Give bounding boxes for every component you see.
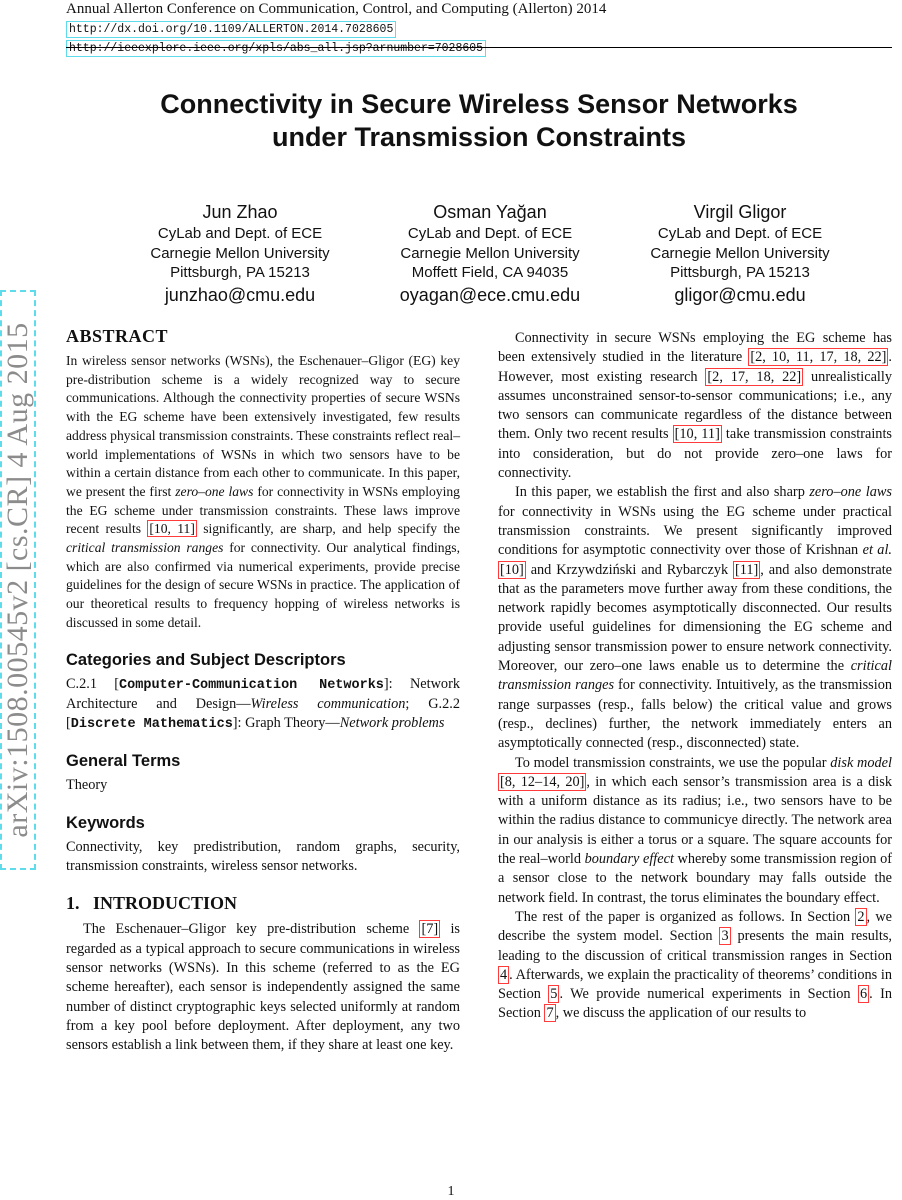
author-1 bbox=[120, 200, 360, 307]
right-column bbox=[498, 329, 892, 1024]
author-city: Pittsburgh, PA 15213 bbox=[670, 264, 810, 281]
page-number: 1 bbox=[447, 1184, 455, 1199]
paragraph-contributions: In this paper, we establish the first and also sharp zero–one laws for connectivity in WSNs using the EG scheme under practical transmission constraints. We present significantly improved conditions for asymptotic connectivity over those of Krishnan et al. [10] and Krzywdziński and Rybarczyk [11] , and also demonstrate that as the parameters move further away from these conditions, the network rapidly becomes asymptotically disconnected. Our results provide useful guidelines for dimensioning the EG scheme and adjusting sensor transmission power to ensure network connectivity. Moreover, our zero–one laws enable us to determine the critical transmission ranges for connectivity. Intuitively, as the transmission range surpasses (resp., falls below) the critical value and grows (resp., declines) further, the network immediately enters an asymptotically connected (resp., disconnected) state. bbox=[498, 484, 893, 752]
author-email[interactable]: gligor@cmu.edu bbox=[674, 284, 806, 305]
author-dept: CyLab and Dept. of ECE bbox=[657, 225, 823, 242]
arxiv-stamp[interactable] bbox=[0, 290, 36, 870]
author-name: Jun Zhao bbox=[202, 202, 278, 222]
categories-text: C.2.1 [Computer-Communication Networks]: Network Architecture and Design—Wireless communication; G.2.2 [Discrete Mathematics]: Graph Theory—Network problems bbox=[66, 675, 460, 733]
author-city: Moffett Field, CA 94035 bbox=[411, 264, 569, 281]
citation-link[interactable]: [2, 10, 11, 17, 18, 22] bbox=[750, 349, 887, 366]
author-name: Virgil Gligor bbox=[693, 202, 787, 222]
section-link[interactable]: 6 bbox=[859, 986, 868, 1003]
citation-link[interactable]: [10] bbox=[500, 561, 524, 578]
author-2 bbox=[370, 200, 610, 307]
doi-link[interactable]: http://dx.doi.org/10.1109/ALLERTON.2014.7028605 bbox=[66, 21, 396, 38]
author-university: Carnegie Mellon University bbox=[400, 244, 580, 262]
introduction-paragraph: The Eschenauer–Gligor key pre-distribution scheme [7] is regarded as a typical approach to secure communications in wireless sensor networks (WSNs). In this scheme (referred to as the EG scheme hereafter), each sensor is independently assigned the same number of distinct cryptographic keys selected uniformly at random from a key pool before deployment. After deployment, any two sensors establish a link between them, if they share at least one key. bbox=[66, 921, 460, 1054]
author-name: Osman Yağan bbox=[433, 202, 547, 222]
section-link[interactable]: 7 bbox=[546, 1005, 554, 1022]
section-link[interactable]: 4 bbox=[500, 966, 508, 983]
author-block bbox=[120, 200, 860, 307]
title-line-1: Connectivity in Secure Wireless Sensor Networks bbox=[160, 89, 798, 119]
citation-link[interactable]: [10, 11] bbox=[149, 521, 195, 537]
title-line-2: under Transmission Constraints bbox=[271, 122, 687, 152]
keywords-text: Connectivity, key predistribution, random graphs, security, transmission constraints, wireless sensor networks. bbox=[66, 838, 460, 875]
section-link[interactable]: 2 bbox=[857, 908, 865, 925]
section-link[interactable]: 5 bbox=[550, 986, 558, 1003]
author-email[interactable]: oyagan@ece.cmu.edu bbox=[399, 284, 581, 305]
citation-link[interactable]: [7] bbox=[421, 921, 439, 938]
header-rule bbox=[66, 47, 892, 48]
author-city: Pittsburgh, PA 15213 bbox=[170, 264, 310, 281]
left-column bbox=[66, 325, 460, 1055]
author-email[interactable]: junzhao@cmu.edu bbox=[164, 284, 316, 305]
author-university: Carnegie Mellon University bbox=[650, 244, 830, 262]
author-university: Carnegie Mellon University bbox=[150, 244, 330, 262]
general-terms-text: Theory bbox=[66, 777, 108, 794]
ieee-link[interactable]: http://ieeexplore.ieee.org/xpls/abs_all.jsp?arnumber=7028605 bbox=[66, 40, 486, 57]
abstract-heading: ABSTRACT bbox=[66, 326, 169, 346]
keywords-heading: Keywords bbox=[66, 813, 145, 832]
author-3 bbox=[620, 200, 860, 307]
introduction-heading: 1. INTRODUCTION bbox=[66, 893, 238, 914]
paper-title bbox=[66, 88, 892, 154]
citation-link[interactable]: [8, 12–14, 20] bbox=[500, 773, 585, 790]
citation-link[interactable]: [11] bbox=[735, 561, 759, 578]
paragraph-model: To model transmission constraints, we use the popular disk model [8, 12–14, 20] , in which each sensor’s transmission area is a disk with a uniform distance as its radius; i.e., two sensors have to be within the radius distance to communicye directly. The network area in our analysis is either a torus or a square. The square accounts for the real–world boundary effect whereby some transmission region of a sensor close to the network boundary may falls outside the network field. In contrast, the torus eliminates the boundary effect. bbox=[498, 754, 892, 906]
author-dept: CyLab and Dept. of ECE bbox=[407, 225, 573, 242]
arxiv-id: arXiv:1508.00545v2 [cs.CR] 4 Aug 2015 bbox=[1, 322, 34, 838]
author-dept: CyLab and Dept. of ECE bbox=[157, 225, 323, 242]
paragraph-organization: The rest of the paper is organized as follows. In Section 2 , we describe the system model. Section 3 presents the main results, leading to the discussion of critical transmission ranges in Section 4 . Afterwards, we explain the practicality of theorems’ conditions in Section 5 . We provide numerical experiments in Section 6 . In Section 7 , we discuss the application of our results to bbox=[498, 908, 892, 1022]
categories-heading: Categories and Subject Descriptors bbox=[66, 650, 346, 669]
citation-link[interactable]: [2, 17, 18, 22] bbox=[707, 368, 802, 385]
general-terms-heading: General Terms bbox=[66, 752, 181, 771]
conference-header bbox=[66, 0, 892, 57]
conference-name: Annual Allerton Conference on Communication, Control, and Computing (Allerton) 2014 bbox=[66, 1, 607, 17]
section-link[interactable]: 3 bbox=[721, 928, 729, 945]
citation-link[interactable]: [10, 11] bbox=[674, 426, 720, 443]
abstract-text: In wireless sensor networks (WSNs), the Eschenauer–Gligor (EG) key pre-distribution scheme is a widely recognized way to secure communications. Although the connectivity properties of secure WSNs with the EG scheme have been extensively investigated, few results address physical transmission constraints. These constraints reflect real–world implementations of WSNs in which two sensors have to be within a certain distance from each other to communicate. In this paper, we present the first zero–one laws for connectivity in WSNs employing the EG scheme under transmission constraints. These laws improve recent results [10, 11] significantly, are sharp, and help specify the critical transmission ranges for connectivity. Our analytical findings, which are also confirmed via numerical experiments, provide precise guidelines for the design of secure WSNs in practice. The application of our theoretical results to frequency hopping of wireless networks is discussed in some detail. bbox=[66, 353, 461, 630]
paragraph-related-work: Connectivity in secure WSNs employing the EG scheme has been extensively studied in the literature [2, 10, 11, 17, 18, 22] . However, most existing research [2, 17, 18, 22] unrealistically assumes unconstrained sensor-to-sensor communications; i.e., any two sensors can communicate regardless of the distance between them. Only two recent results [10, 11] take transmission constraints into consideration, but do not provide zero–one laws for connectivity. bbox=[498, 330, 893, 482]
